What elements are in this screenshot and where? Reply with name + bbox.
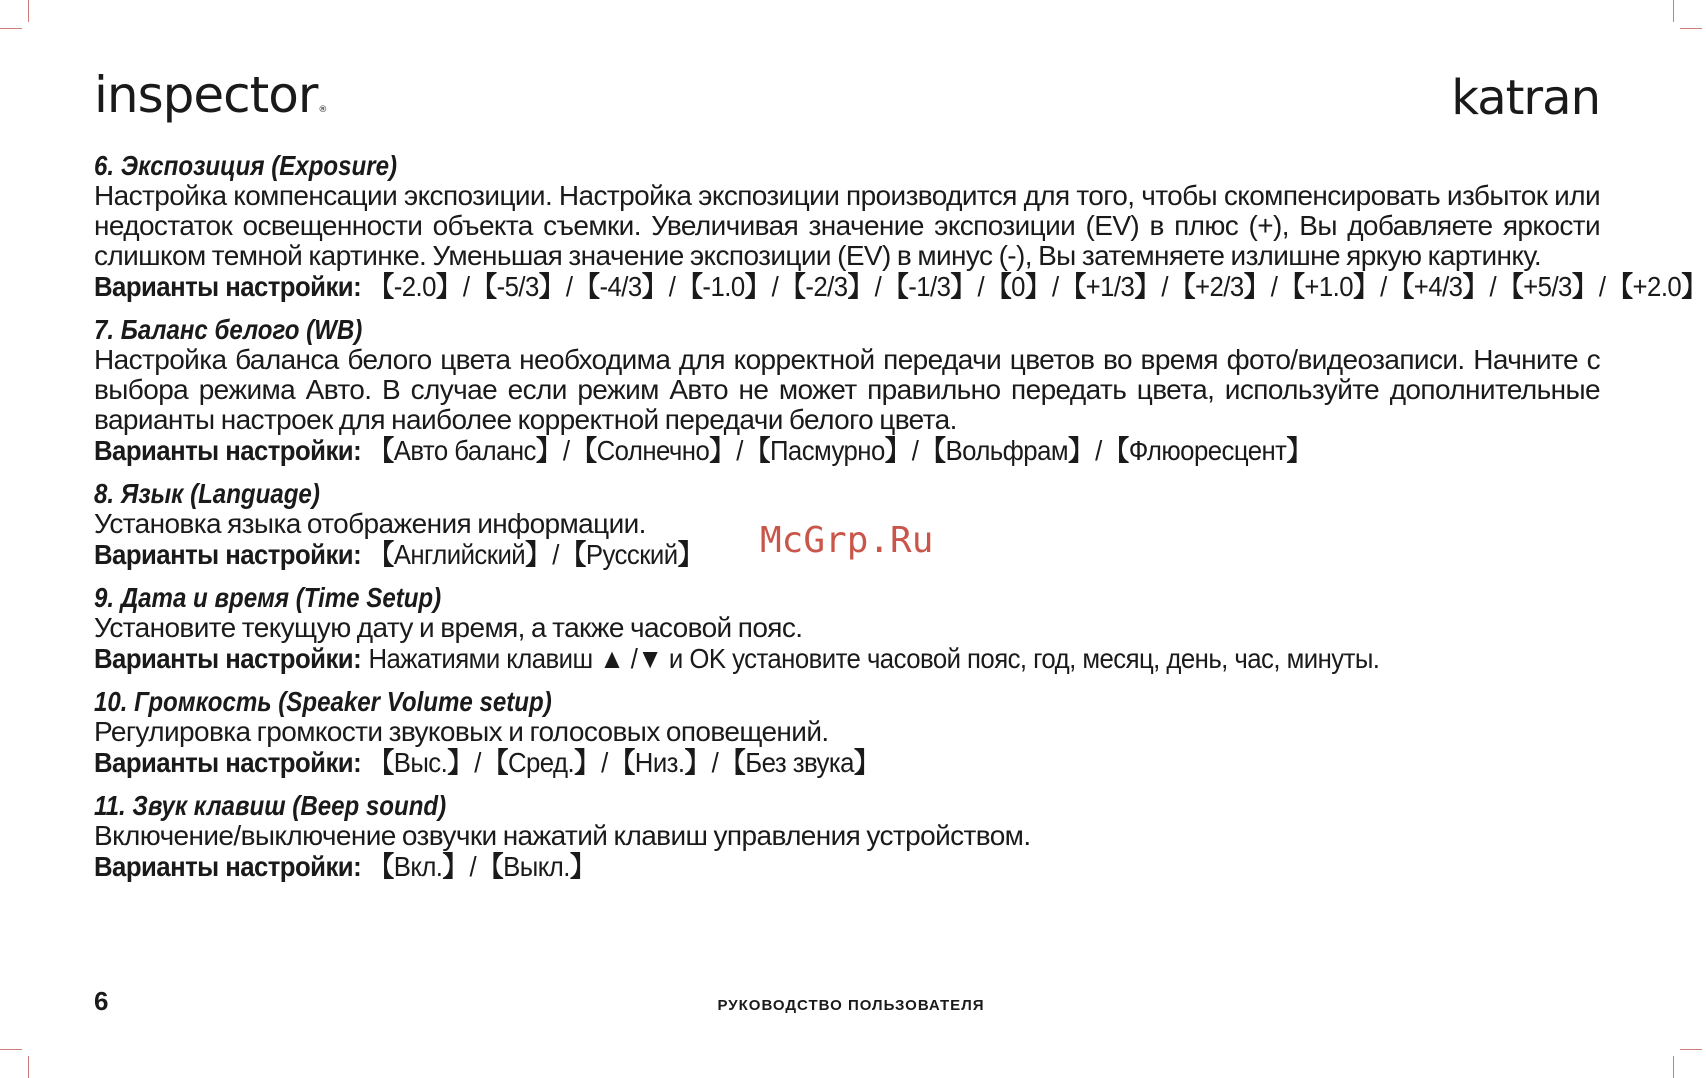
bracket-open: 【 bbox=[985, 271, 1012, 302]
option-separator: / bbox=[668, 271, 676, 302]
option-separator: / bbox=[462, 271, 470, 302]
bracket-close: 】 bbox=[677, 539, 703, 570]
page-number: 6 bbox=[94, 986, 109, 1016]
option-value: +2.0 bbox=[1632, 271, 1682, 302]
bracket-close: 】 bbox=[709, 435, 735, 466]
option-separator: / bbox=[601, 747, 608, 778]
bracket-close: 】 bbox=[1571, 271, 1598, 302]
bracket-close: 】 bbox=[1286, 435, 1312, 466]
bracket-close: 】 bbox=[538, 271, 565, 302]
option-value: +1/3 bbox=[1085, 271, 1135, 302]
options-label: Варианты настройки: bbox=[94, 539, 362, 570]
section-title: 10. Громкость (Speaker Volume setup) bbox=[94, 686, 552, 717]
bracket-open: 【 bbox=[560, 539, 586, 570]
bracket-close: 】 bbox=[744, 271, 770, 302]
option-separator: / bbox=[1489, 271, 1497, 302]
option-value: Выкл. bbox=[503, 851, 570, 882]
option-value: Низ. bbox=[634, 747, 685, 778]
option-value: +4/3 bbox=[1413, 271, 1463, 302]
option-value: Английский bbox=[393, 539, 526, 570]
bracket-close: 】 bbox=[535, 435, 562, 466]
bracket-open: 【 bbox=[920, 435, 946, 466]
settings-options bbox=[94, 851, 1480, 882]
bracket-open: 【 bbox=[1103, 435, 1129, 466]
bracket-close: 】 bbox=[950, 271, 976, 302]
option-value: -1.0 bbox=[702, 271, 745, 302]
options-label: Варианты настройки: bbox=[94, 271, 362, 302]
option-separator: / bbox=[565, 271, 573, 302]
inspector-logo bbox=[94, 66, 327, 124]
options-text: Нажатиями клавиш ▲ /▼ и OK установите часовой пояс, год, месяц, день, час, минуты. bbox=[368, 643, 1380, 674]
bracket-open: 【 bbox=[1169, 271, 1196, 302]
option-value: Пасмурно bbox=[769, 435, 885, 466]
bracket-close: 】 bbox=[1353, 271, 1379, 302]
option-value: -1/3 bbox=[908, 271, 951, 302]
crop-mark bbox=[1673, 0, 1674, 22]
inspector-logo-text: inspector bbox=[94, 66, 318, 124]
bracket-open: 【 bbox=[1060, 271, 1086, 302]
option-value: Солнечно bbox=[596, 435, 710, 466]
option-value: Сред. bbox=[507, 747, 575, 778]
option-value: Вкл. bbox=[393, 851, 443, 882]
option-separator: / bbox=[874, 271, 882, 302]
bracket-close: 】 bbox=[684, 747, 710, 778]
option-value: 0 bbox=[1011, 271, 1025, 302]
bracket-close: 】 bbox=[1024, 271, 1051, 302]
section-body: Установите текущую дату и время, а также часовой пояс. bbox=[94, 612, 803, 643]
option-separator: / bbox=[1051, 271, 1059, 302]
footer-title: РУКОВОДСТВО ПОЛЬЗОВАТЕЛЯ bbox=[717, 997, 985, 1014]
section bbox=[94, 150, 1706, 302]
option-separator: / bbox=[977, 271, 985, 302]
option-separator: / bbox=[469, 851, 477, 882]
option-separator: / bbox=[1270, 271, 1278, 302]
option-separator: / bbox=[552, 539, 559, 570]
bracket-close: 】 bbox=[1243, 271, 1269, 302]
bracket-open: 【 bbox=[780, 271, 806, 302]
bracket-open: 【 bbox=[368, 851, 394, 882]
bracket-close: 】 bbox=[847, 271, 873, 302]
bracket-close: 】 bbox=[525, 539, 551, 570]
option-value: Флюоресцент bbox=[1128, 435, 1287, 466]
settings-options bbox=[94, 435, 1480, 466]
option-value: +1.0 bbox=[1304, 271, 1354, 302]
option-separator: / bbox=[562, 435, 570, 466]
bracket-open: 【 bbox=[368, 539, 394, 570]
settings-options bbox=[94, 747, 1480, 778]
crop-mark bbox=[1673, 1056, 1674, 1078]
bracket-open: 【 bbox=[677, 271, 703, 302]
option-value: Русский bbox=[585, 539, 678, 570]
option-separator: / bbox=[911, 435, 919, 466]
option-value: -2/3 bbox=[805, 271, 848, 302]
section-title: 6. Экспозиция (Exposure) bbox=[94, 150, 398, 181]
option-separator: / bbox=[1095, 435, 1102, 466]
section-body: Настройка компенсации экспозиции. Настройка экспозиции производится для того, чтобы скомпенсировать избыток или недостаток освещенности объекта съемки. Увеличивая значение экспозиции (EV) в плюс (+), Вы добавляете яркости слишком темной картинке. Уменьшая значение экспозиции (EV) в минус (-), Вы затемняете излишне яркую картинку. bbox=[94, 180, 1600, 271]
crop-mark bbox=[28, 0, 29, 22]
option-value: -2.0 bbox=[393, 271, 436, 302]
bracket-open: 【 bbox=[744, 435, 770, 466]
crop-mark bbox=[1680, 28, 1702, 29]
bracket-open: 【 bbox=[571, 435, 597, 466]
section bbox=[94, 582, 1600, 674]
settings-options bbox=[94, 643, 1480, 674]
bracket-open: 【 bbox=[1279, 271, 1305, 302]
bracket-open: 【 bbox=[368, 271, 394, 302]
crop-mark bbox=[28, 1056, 29, 1078]
section-title: 7. Баланс белого (WB) bbox=[94, 314, 363, 345]
bracket-open: 【 bbox=[720, 747, 746, 778]
section bbox=[94, 314, 1600, 466]
bracket-close: 】 bbox=[435, 271, 462, 302]
bracket-close: 】 bbox=[442, 851, 468, 882]
option-separator: / bbox=[736, 435, 743, 466]
bracket-open: 【 bbox=[477, 851, 504, 882]
option-value: Авто баланс bbox=[393, 435, 536, 466]
section-title: 8. Язык (Language) bbox=[94, 478, 320, 509]
crop-mark bbox=[0, 28, 22, 29]
option-separator: / bbox=[1598, 271, 1606, 302]
bracket-close: 】 bbox=[574, 747, 600, 778]
bracket-open: 【 bbox=[471, 271, 497, 302]
options-label: Варианты настройки: bbox=[94, 747, 362, 778]
crop-mark bbox=[1680, 1049, 1702, 1050]
option-value: +2/3 bbox=[1195, 271, 1244, 302]
bracket-close: 】 bbox=[884, 435, 910, 466]
options-label: Варианты настройки: bbox=[94, 435, 362, 466]
bracket-close: 】 bbox=[1681, 271, 1706, 302]
bracket-open: 【 bbox=[368, 435, 394, 466]
section-body: Настройка баланса белого цвета необходима для корректной передачи цветов во время фото/видеозаписи. Начните с выбора режима Авто. В случае если режим Авто не может правильно передать цвета, используйте дополнительные варианты настроек для наиболее корректной передачи белого цвета. bbox=[94, 344, 1600, 435]
bracket-open: 【 bbox=[368, 747, 394, 778]
bracket-open: 【 bbox=[1388, 271, 1414, 302]
section bbox=[94, 790, 1600, 882]
section-body: Установка языка отображения информации. bbox=[94, 508, 646, 539]
bracket-open: 【 bbox=[1607, 271, 1633, 302]
bracket-open: 【 bbox=[1497, 271, 1524, 302]
bracket-open: 【 bbox=[883, 271, 909, 302]
bracket-open: 【 bbox=[574, 271, 600, 302]
option-separator: / bbox=[1161, 271, 1168, 302]
bracket-close: 】 bbox=[569, 851, 596, 882]
crop-mark bbox=[0, 1049, 22, 1050]
option-separator: / bbox=[771, 271, 779, 302]
watermark: McGrp.Ru bbox=[760, 520, 934, 561]
option-separator: / bbox=[474, 747, 481, 778]
options-label: Варианты настройки: bbox=[94, 851, 362, 882]
option-value: Вольфрам bbox=[945, 435, 1069, 466]
settings-options bbox=[94, 271, 1706, 302]
section-title: 11. Звук клавиш (Beep sound) bbox=[94, 790, 447, 821]
bracket-close: 】 bbox=[1068, 435, 1094, 466]
section bbox=[94, 686, 1600, 778]
option-value: -5/3 bbox=[496, 271, 539, 302]
section-body: Включение/выключение озвучки нажатий клавиш управления устройством. bbox=[94, 820, 1031, 851]
katran-logo: katran bbox=[1451, 70, 1600, 126]
bracket-open: 【 bbox=[482, 747, 508, 778]
section-body: Регулировка громкости звуковых и голосовых оповещений. bbox=[94, 716, 829, 747]
option-value: Без звука bbox=[745, 747, 854, 778]
option-value: +5/3 bbox=[1523, 271, 1572, 302]
option-separator: / bbox=[1380, 271, 1387, 302]
bracket-close: 】 bbox=[1134, 271, 1160, 302]
bracket-close: 】 bbox=[853, 747, 880, 778]
section-title: 9. Дата и время (Time Setup) bbox=[94, 582, 442, 613]
bracket-open: 【 bbox=[609, 747, 635, 778]
registered-mark: ® bbox=[318, 105, 327, 115]
options-label: Варианты настройки: bbox=[94, 643, 362, 674]
option-value: Выс. bbox=[393, 747, 448, 778]
option-value: -4/3 bbox=[599, 271, 642, 302]
bracket-close: 】 bbox=[447, 747, 473, 778]
bracket-close: 】 bbox=[641, 271, 667, 302]
bracket-close: 】 bbox=[1462, 271, 1488, 302]
option-separator: / bbox=[711, 747, 719, 778]
